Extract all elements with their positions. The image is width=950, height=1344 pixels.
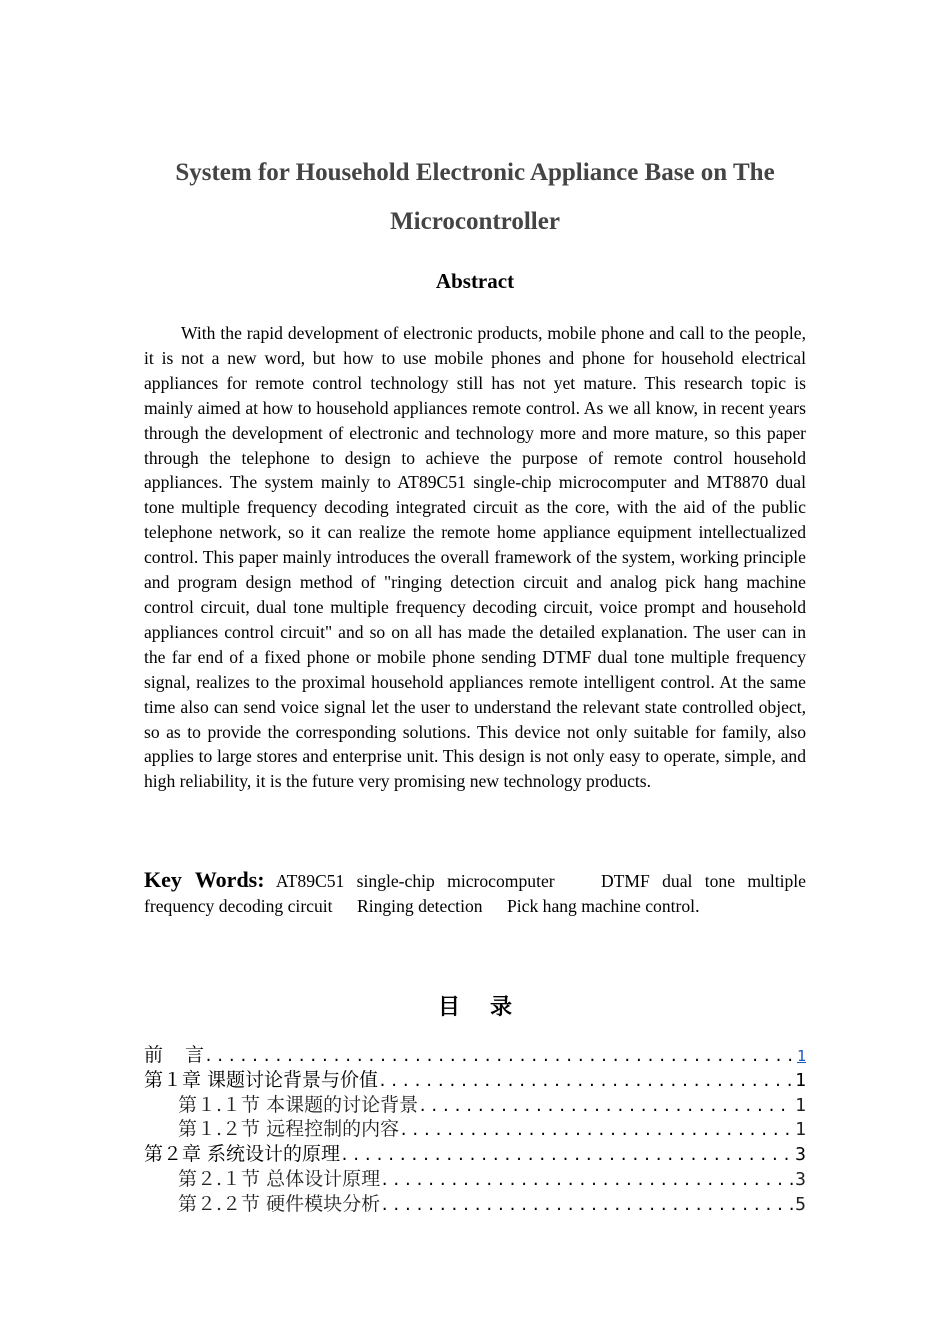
abstract-body: With the rapid development of electronic products, mobile phone and call to the people, it is not a new word, but how to use mobile phones and phone for household electrical appliances for remote control technology still has not yet mature. This research topic is mainly aimed at how to household appliances remote control. As we all know, in recent years through the development of electronic and technology more and more mature, so this paper through the telephone to design to achieve the purpose of remote control household appliances. The system mainly to AT89C51 single-chip microcomputer and MT8870 dual tone multiple frequency decoding integrated circuit as the core, with the aid of the public telephone network, so it can realize the remote home appliance equipment intellectualized control. This paper mainly introduces the overall framework of the system, working principle and program design method of "ringing detection circuit and analog pick hang machine control circuit, dual tone multiple frequency decoding circuit, voice prompt and household appliances control circuit" and so on all has made the detailed explanation. The user can in the far end of a fixed phone or mobile phone sending DTMF dual tone multiple frequency signal, realizes to the proximal household appliances remote intelligent control. At the same time also can send voice signal let the user to understand the relevant state controlled object, so as to provide the corresponding solutions. This device not only suitable for family, also applies to large stores and enterprise unit. This design is not only easy to operate, simple, and high reliability, it is the future very promising new technology products.: [144, 323, 806, 792]
toc-page-number: 3: [795, 1168, 806, 1190]
keyword-item: Pick hang machine control.: [506, 896, 700, 916]
toc-entry-section-2-1[interactable]: [144, 1167, 806, 1192]
toc-entry-section-1-1[interactable]: [144, 1093, 806, 1118]
toc-page-number: 3: [795, 1144, 806, 1166]
toc-page-number: 1: [795, 1094, 806, 1116]
toc-leader-dots: [380, 1168, 793, 1192]
keyword-item: AT89C51 single-chip microcomputer: [275, 871, 555, 891]
toc-entry-label: 第１.１节 本课题的讨论背景: [178, 1093, 419, 1116]
toc-leader-dots: [204, 1044, 795, 1068]
toc-entry-label: 第２.１节 总体设计原理: [178, 1167, 381, 1190]
toc-entry-label: 第１章 课题讨论背景与价值: [144, 1068, 379, 1091]
toc-title-char: 录: [490, 995, 513, 1020]
toc-leader-dots: [340, 1143, 793, 1167]
toc-page-number: 1: [795, 1119, 806, 1141]
table-of-contents: [144, 1043, 806, 1217]
document-title: System for Household Electronic Appliance Base on The Microcontroller: [175, 159, 775, 235]
toc-leader-dots: [380, 1193, 793, 1217]
toc-leader-dots: [378, 1069, 793, 1093]
toc-entry-preface[interactable]: [144, 1043, 806, 1068]
toc-entry-chapter-1[interactable]: [144, 1068, 806, 1093]
toc-leader-dots: [418, 1094, 793, 1118]
toc-entry-label: 第２章 系统设计的原理: [144, 1143, 341, 1166]
toc-title: [144, 990, 806, 1021]
toc-page-number: 5: [795, 1193, 806, 1215]
abstract-heading: Abstract: [435, 269, 515, 293]
toc-entry-label: 第２.２节 硬件模块分析: [178, 1192, 381, 1215]
toc-entry-chapter-2[interactable]: [144, 1142, 806, 1167]
keywords-label: Key Words:: [144, 867, 265, 892]
toc-leader-dots: [399, 1118, 793, 1142]
keyword-item: Ringing detection: [356, 896, 483, 916]
toc-entry-label: 第１.２节 远程控制的内容: [178, 1118, 400, 1141]
toc-page-link[interactable]: 1: [796, 1047, 806, 1065]
keywords-paragraph: [144, 867, 806, 919]
toc-entry-label: 前 言: [144, 1044, 205, 1066]
toc-entry-section-1-2[interactable]: [144, 1117, 806, 1142]
toc-page-number: 1: [795, 1069, 806, 1091]
toc-entry-section-2-2[interactable]: [144, 1192, 806, 1217]
toc-title-char: 目: [437, 995, 460, 1020]
keyword-item: DTMF dual tone multiple frequency decoding circuit: [144, 871, 806, 916]
